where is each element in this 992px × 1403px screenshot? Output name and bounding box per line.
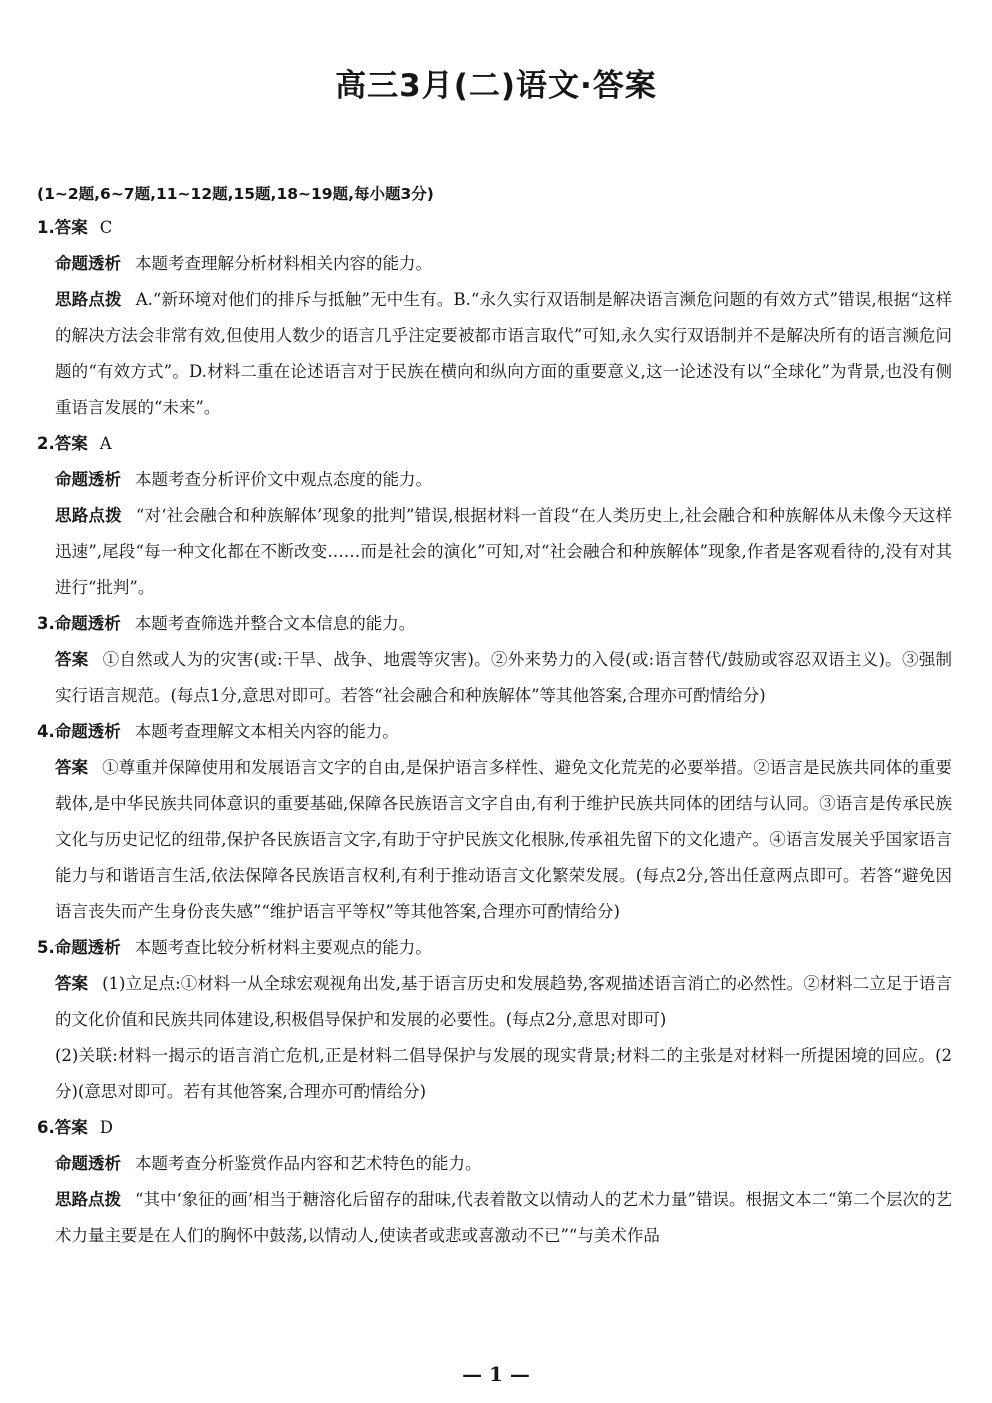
question-1-analysis [37,246,952,282]
tips-label: 思路点拨 [55,290,122,309]
tips-label: 思路点拨 [55,506,122,525]
answer-label: 答案 [55,758,89,777]
analysis-text: 本题考查分析鉴赏作品内容和艺术特色的能力。 [135,1154,482,1173]
question-5-answer-part1 [37,966,952,1038]
question-3-analysis [37,606,952,642]
answer-content [37,180,952,1254]
question-5-answer-part2: (2)关联:材料一揭示的语言消亡危机,正是材料二倡导保护与发展的现实背景;材料二的主张是对材料一所提困境的回应。(2分)(意思对即可。若有其他答案,合理亦可酌情给分) [55,1046,952,1101]
question-2-tips [37,498,952,606]
answer-value: D [99,1118,113,1137]
question-1-answer [37,210,952,246]
analysis-label: 命题透析 [54,614,121,633]
analysis-text: 本题考查分析评价文中观点态度的能力。 [135,470,432,489]
analysis-text: 本题考查理解文本相关内容的能力。 [134,722,399,741]
question-number: 6. [37,1118,55,1137]
answer-text: (1)立足点:①材料一从全球宏观视角出发,基于语言历史和发展趋势,客观描述语言消亡的必然性。②材料二立足于语言的文化价值和民族共同体建设,积极倡导保护和发展的必要性。(每点2分,意思对即可) [55,974,953,1029]
analysis-label: 命题透析 [55,254,121,273]
analysis-label: 命题透析 [54,938,121,957]
question-number: 2. [37,434,55,453]
question-number: 5. [37,938,55,957]
analysis-text: 本题考查筛选并整合文本信息的能力。 [134,614,416,633]
question-2-analysis [37,462,952,498]
tips-text: A.“新环境对他们的排斥与抵触”无中生有。B.“永久实行双语制是解决语言濒危问题的有效方式”错误,根据“这样的解决方法会非常有效,但使用人数少的语言几乎注定要被都市语言取代”可知,永久实行双语制并不是解决所有的语言濒危问题的“有效方式”。D.材料二重在论述语言对于民族在横向和纵向方面的重要意义,这一论述没有以“全球化”为背景,也没有侧重语言发展的“未来”。 [55,290,953,417]
answer-text: ①尊重并保障使用和发展语言文字的自由,是保护语言多样性、避免文化荒芜的必要举措。②语言是民族共同体的重要载体,是中华民族共同体意识的重要基础,保障各民族语言文字自由,有利于维护民族共同体的团结与认同。③语言是传承民族文化与历史记忆的纽带,保护各民族语言文字,有助于守护民族文化根脉,传承祖先留下的文化遗产。④语言发展关乎国家语言能力与和谐语言生活,依法保障各民族语言权利,有利于推动语言文化繁荣发展。(每点2分,答出任意两点即可。若答“避免因语言丧失而产生身份丧失感”“维护语言平等权”等其他答案,合理亦可酌情给分) [55,758,952,921]
question-1-tips [37,282,952,426]
analysis-label: 命题透析 [55,470,121,489]
answer-label: 答案 [54,1118,88,1137]
tips-text: “其中‘象征的画’相当于糖溶化后留存的甜味,代表着散文以情动人的艺术力量”错误。根据文本二“第二个层次的艺术力量主要是在人们的胸怀中鼓荡,以情动人,使读者或悲或喜激动不已”“与美术作品 [55,1190,953,1245]
analysis-label: 命题透析 [54,722,121,741]
question-number: 3. [37,614,55,633]
analysis-text: 本题考查理解分析材料相关内容的能力。 [135,254,432,273]
question-6-answer [37,1110,952,1146]
answer-text: ①自然或人为的灾害(或:干旱、战争、地震等灾害)。②外来势力的入侵(或:语言替代/鼓励或容忍双语主义)。③强制实行语言规范。(每点1分,意思对即可。若答“社会融合和种族解体”等其他答案,合理亦可酌情给分) [55,650,952,705]
answer-label: 答案 [55,650,89,669]
analysis-text: 本题考查比较分析材料主要观点的能力。 [134,938,432,957]
answer-label: 答案 [55,974,89,993]
page-number: — 1 — [462,1362,530,1386]
analysis-label: 命题透析 [55,1154,121,1173]
tips-text: “对‘社会融合和种族解体’现象的批判”错误,根据材料一首段“在人类历史上,社会融合和种族解体从未像今天这样迅速”,尾段“每一种文化都在不断改变……而是社会的演化”可知,对“社会融合和种族解体”现象,作者是客观看待的,没有对其进行“批判”。 [55,506,952,597]
answer-label: 答案 [54,218,88,237]
question-4-answer [37,750,952,930]
question-4-analysis [37,714,952,750]
question-3-answer [37,642,952,714]
answer-value: C [99,218,113,237]
scoring-note: (1~2题,6~7题,11~12题,15题,18~19题,每小题3分) [37,185,434,203]
question-6-analysis [37,1146,952,1182]
question-6-tips [37,1182,952,1254]
question-number: 4. [37,722,55,741]
answer-label: 答案 [54,434,88,453]
question-number: 1. [37,218,55,237]
question-5-analysis [37,930,952,966]
answer-value: A [99,434,112,453]
question-2-answer [37,426,952,462]
tips-label: 思路点拨 [55,1190,122,1209]
page-title: 高三3月(二)语文·答案 [335,68,657,104]
